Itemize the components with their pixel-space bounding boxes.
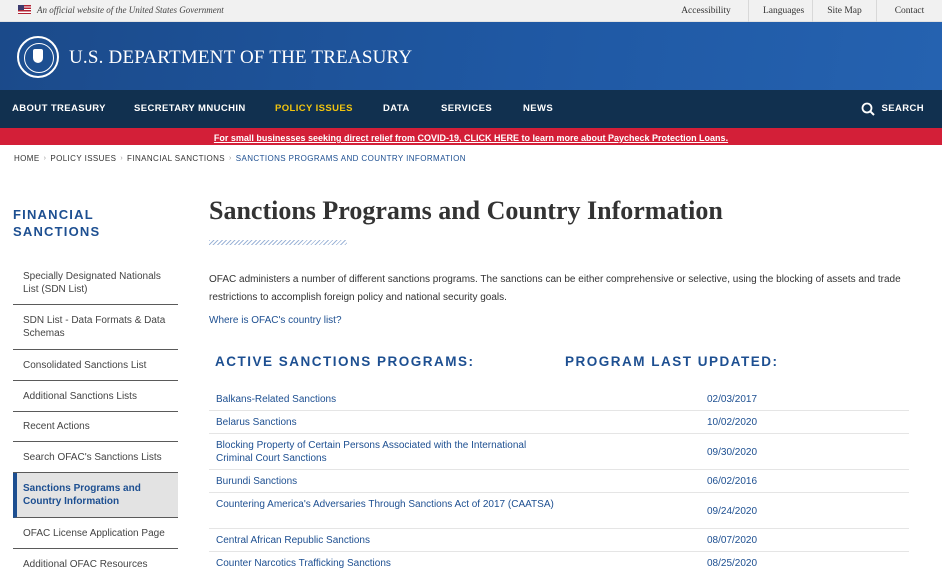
- table-row: [209, 388, 909, 411]
- site-map-link[interactable]: Site Map: [812, 0, 876, 22]
- nav-about-treasury[interactable]: ABOUT TREASURY: [12, 103, 106, 114]
- official-site-text: An official website of the United States Government: [37, 5, 224, 15]
- accessibility-link[interactable]: Accessibility: [681, 6, 731, 16]
- official-site-notice: [18, 5, 224, 15]
- program-link[interactable]: Countering America's Adversaries Through Sanctions Act of 2017 (CAATSA): [216, 499, 554, 510]
- breadcrumb-policy-issues[interactable]: POLICY ISSUES: [50, 154, 117, 163]
- program-link[interactable]: Balkans-Related Sanctions: [216, 394, 337, 405]
- covid-alert-link[interactable]: For small businesses seeking direct relief from COVID-19, CLICK HERE to learn more about Paycheck Protection Loans.: [213, 133, 729, 143]
- program-updated-date: 08/25/2020: [707, 558, 758, 569]
- program-link[interactable]: Belarus Sanctions: [216, 417, 297, 428]
- breadcrumb-separator-icon: ›: [120, 155, 124, 162]
- intro-paragraph: OFAC administers a number of different sanctions programs. The sanctions can be either comprehensive or selective, using the blocking of assets and trade restrictions to accomplish foreign policy and national security goals.: [209, 274, 901, 303]
- table-row: [209, 552, 909, 572]
- breadcrumb-current: SANCTIONS PROGRAMS AND COUNTRY INFORMATION: [235, 154, 466, 163]
- table-row: [209, 493, 909, 529]
- title-underline-decoration: [209, 240, 347, 245]
- breadcrumb-separator-icon: ›: [229, 155, 232, 162]
- program-updated-date: 02/03/2017: [707, 394, 758, 405]
- program-updated-date: 09/24/2020: [707, 506, 758, 517]
- search-label: SEARCH: [881, 103, 924, 114]
- program-link[interactable]: Counter Narcotics Trafficking Sanctions: [216, 558, 391, 569]
- languages-link[interactable]: Languages: [748, 0, 812, 22]
- contact-link[interactable]: Contact: [876, 0, 942, 22]
- sidebar-item-additional-resources[interactable]: Additional OFAC Resources: [23, 559, 148, 570]
- sidebar-item-license-application[interactable]: OFAC License Application Page: [13, 518, 178, 549]
- sidebar-item-sanctions-programs[interactable]: Sanctions Programs and Country Information: [13, 473, 178, 518]
- sidebar-item-additional-lists[interactable]: Additional Sanctions Lists: [13, 381, 178, 412]
- program-updated-date: 10/02/2020: [707, 417, 758, 428]
- sidebar-item-search-lists[interactable]: Search OFAC's Sanctions Lists: [13, 442, 178, 473]
- covid-alert-banner: [0, 128, 942, 145]
- department-title[interactable]: U.S. DEPARTMENT OF THE TREASURY: [69, 47, 413, 68]
- sidebar-nav: [13, 261, 178, 572]
- us-flag-icon: [18, 5, 31, 14]
- page-title: Sanctions Programs and Country Information: [209, 196, 723, 225]
- sidebar-item-sdn-list[interactable]: Specially Designated Nationals List (SDN List): [13, 261, 178, 305]
- treasury-seal-logo[interactable]: [17, 36, 59, 78]
- breadcrumb: [14, 154, 466, 163]
- sidebar-item-consolidated-list[interactable]: Consolidated Sanctions List: [13, 350, 178, 381]
- program-link[interactable]: Central African Republic Sanctions: [216, 535, 370, 546]
- sidebar-title[interactable]: [13, 206, 100, 240]
- utility-bar: [0, 0, 942, 22]
- table-row: [209, 411, 909, 434]
- breadcrumb-separator-icon: ›: [43, 155, 47, 162]
- sidebar-item-sdn-data-formats[interactable]: SDN List - Data Formats & Data Schemas: [13, 305, 178, 350]
- search-button[interactable]: [861, 90, 924, 128]
- program-updated-date: 08/07/2020: [707, 535, 758, 546]
- program-updated-date: 06/02/2016: [707, 476, 758, 487]
- sidebar-title-line2: SANCTIONS: [13, 224, 101, 239]
- breadcrumb-financial-sanctions[interactable]: FINANCIAL SANCTIONS: [127, 154, 226, 163]
- nav-services[interactable]: SERVICES: [441, 103, 493, 114]
- utility-links: [664, 0, 942, 22]
- programs-table: [209, 388, 909, 572]
- sidebar-title-line1: FINANCIAL: [13, 207, 94, 222]
- nav-policy-issues[interactable]: POLICY ISSUES: [275, 103, 353, 114]
- last-updated-heading: PROGRAM LAST UPDATED:: [565, 354, 779, 369]
- nav-news[interactable]: NEWS: [523, 103, 554, 114]
- table-row: [209, 470, 909, 493]
- table-row: [209, 529, 909, 552]
- country-list-link[interactable]: Where is OFAC's country list?: [209, 315, 342, 326]
- table-row: [209, 434, 909, 470]
- program-link[interactable]: Burundi Sanctions: [216, 476, 298, 487]
- main-nav: [0, 90, 942, 128]
- site-header: [0, 22, 942, 90]
- program-link[interactable]: Blocking Property of Certain Persons Associated with the International Criminal Court Sanctions: [216, 440, 527, 464]
- nav-data[interactable]: DATA: [383, 103, 410, 114]
- sidebar-item-recent-actions[interactable]: Recent Actions: [13, 412, 178, 442]
- nav-secretary-mnuchin[interactable]: SECRETARY MNUCHIN: [134, 103, 246, 114]
- program-updated-date: 09/30/2020: [707, 447, 758, 458]
- breadcrumb-home[interactable]: HOME: [14, 154, 40, 163]
- active-programs-heading: ACTIVE SANCTIONS PROGRAMS:: [215, 354, 475, 369]
- search-icon: [861, 102, 875, 116]
